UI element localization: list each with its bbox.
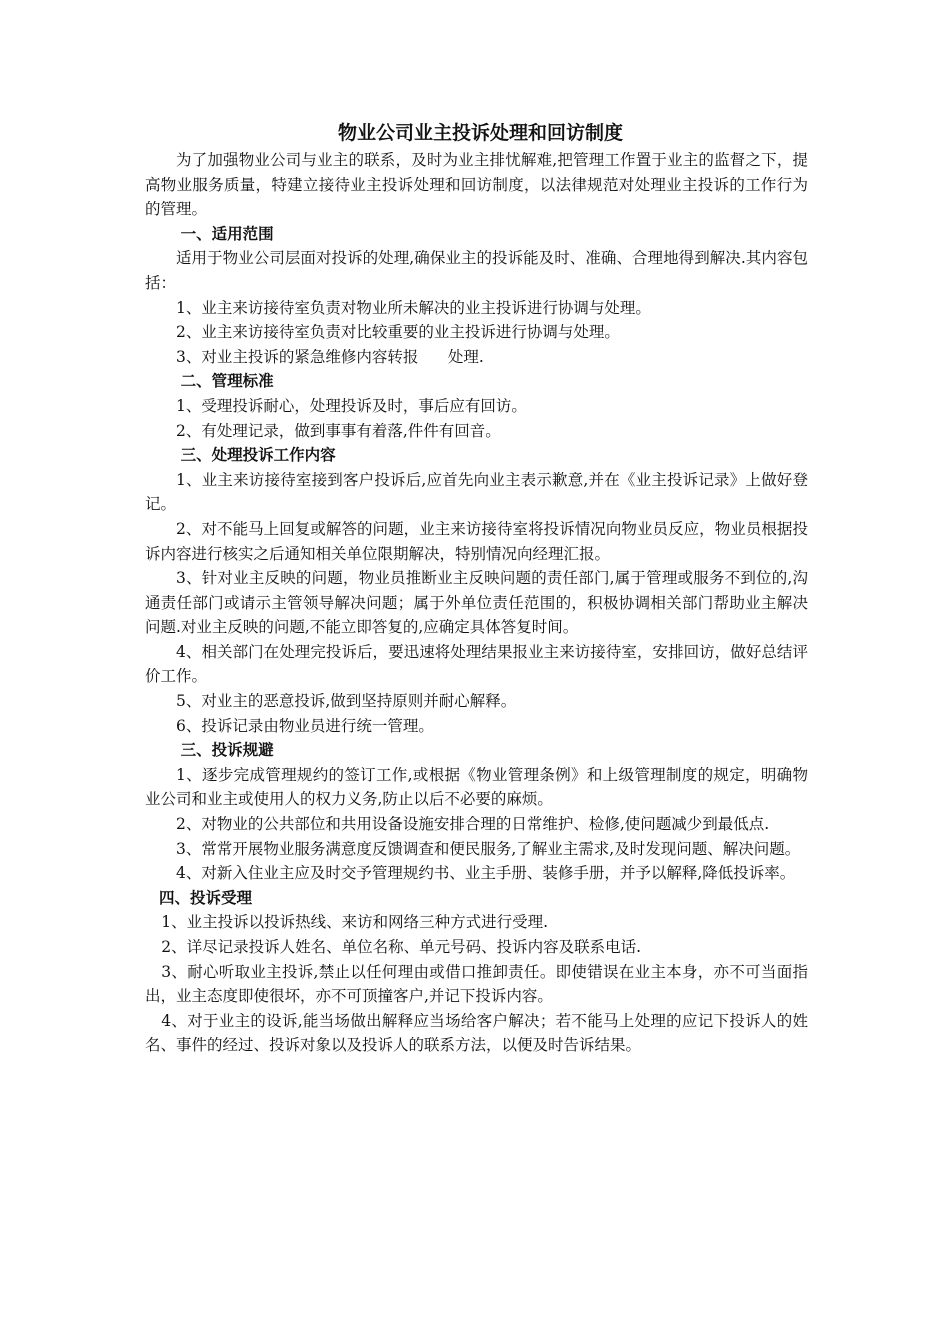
paragraph: 1、业主投诉以投诉热线、来访和网络三种方式进行受理. [161,913,549,932]
section-heading-work-content: 三、处理投诉工作内容 [180,446,336,465]
intro-paragraph: 为了加强物业公司与业主的联系，及时为业主排忧解难,把管理工作置于业主的监督之下，提高物业服务质量，特建立接待业主投诉处理和回访制度，以法律规范对处理业主投诉的工作行为的管理。 [145,151,808,219]
paragraph: 2、有处理记录，做到事事有着落,件件有回音。 [176,421,501,440]
section-heading-scope: 一、适用范围 [180,224,274,243]
paragraph: 3、针对业主反映的问题，物业员推断业主反映问题的责任部门,属于管理或服务不到位的,沟通责任部门或请示主管领导解决问题；属于外单位责任范围的，积极协调相关部门帮助业主解决问题.对业主反映的问题,不能立即答复的,应确定具体答复时间。 [145,569,808,637]
paragraph: 1、逐步完成管理规约的签订工作,或根据《物业管理条例》和上级管理制度的规定，明确物业公司和业主或使用人的权力义务,防止以后不必要的麻烦。 [145,765,808,809]
paragraph: 2、对不能马上回复或解答的问题，业主来访接待室将投诉情况向物业员反应，物业员根据投诉内容进行核实之后通知相关单位限期解决，特别情况向经理汇报。 [145,519,808,563]
paragraph: 4、对新入住业主应及时交予管理规约书、业主手册、装修手册，并予以解释,降低投诉率。 [176,864,796,883]
paragraph: 4、对于业主的设诉,能当场做出解释应当场给客户解决；若不能马上处理的应记下投诉人的姓名、事件的经过、投诉对象以及投诉人的联系方法，以便及时告诉结果。 [145,1011,808,1055]
section-heading-standards: 二、管理标准 [180,372,274,391]
paragraph: 2、对物业的公共部位和共用设备设施安排合理的日常维护、检修,使问题减少到最低点. [176,815,770,834]
paragraph: 6、投诉记录由物业员进行统一管理。 [176,716,434,735]
document-title: 物业公司业主投诉处理和回访制度 [337,122,623,144]
paragraph: 5、对业主的恶意投诉,做到坚持原则并耐心解释。 [176,692,517,711]
paragraph: 1、受理投诉耐心，处理投诉及时，事后应有回访。 [176,396,527,415]
section-heading-acceptance: 四、投诉受理 [158,888,252,907]
paragraph: 2、业主来访接待室负责对比较重要的业主投诉进行协调与处理。 [176,323,620,342]
paragraph: 4、相关部门在处理完投诉后，要迅速将处理结果报业主来访接待室，安排回访，做好总结评价工作。 [145,642,808,686]
section-heading-avoidance: 三、投诉规避 [180,741,274,760]
document-page [145,118,808,1058]
paragraph: 1、业主来访接待室负责对物业所未解决的业主投诉进行协调与处理。 [176,298,651,317]
paragraph: 3、常常开展物业服务满意度反馈调查和便民服务,了解业主需求,及时发现问题、解决问题。 [176,839,801,858]
paragraph: 3、对业主投诉的紧急维修内容转报 处理. [176,347,484,366]
paragraph: 3、耐心听取业主投诉,禁止以任何理由或借口推卸责任。即使错误在业主本身，亦不可当面指出，业主态度即使很坏，亦不可顶撞客户,并记下投诉内容。 [145,962,808,1006]
paragraph: 适用于物业公司层面对投诉的处理,确保业主的投诉能及时、准确、合理地得到解决.其内容包括： [145,249,808,292]
paragraph: 1、业主来访接待室接到客户投诉后,应首先向业主表示歉意,并在《业主投诉记录》上做好登记。 [145,470,808,514]
paragraph: 2、详尽记录投诉人姓名、单位名称、单元号码、投诉内容及联系电话. [161,938,642,956]
